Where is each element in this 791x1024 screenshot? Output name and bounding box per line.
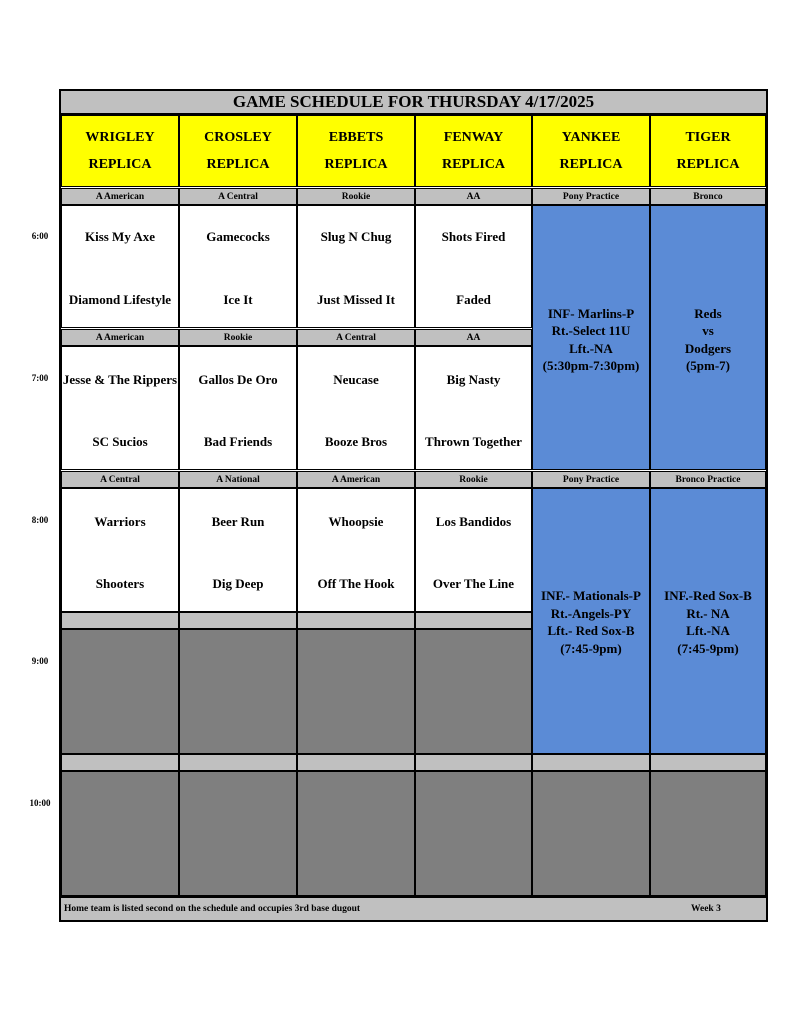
- away-team: Gallos De Oro: [198, 371, 278, 387]
- empty-slot: [532, 771, 650, 896]
- game-cell: [415, 488, 532, 612]
- field-name: FENWAY: [443, 130, 504, 145]
- field-name: TIGER: [685, 130, 731, 145]
- field-sub: REPLICA: [676, 157, 740, 172]
- division-label: A Central: [61, 471, 179, 488]
- field-header-ebbets: [297, 115, 415, 187]
- field-sub: REPLICA: [559, 157, 623, 172]
- time-label: 7:00: [31, 373, 49, 383]
- away-team: Whoopsie: [328, 513, 384, 529]
- home-team: Shooters: [95, 575, 145, 591]
- game-cell: [179, 205, 297, 328]
- home-team: Bad Friends: [203, 433, 273, 449]
- game-cell: [61, 488, 179, 612]
- empty-slot: [61, 771, 179, 896]
- field-sub: REPLICA: [324, 157, 388, 172]
- field-header-yankee: [532, 115, 650, 187]
- away-team: Gamecocks: [206, 228, 270, 244]
- footer-note: Home team is listed second on the schedule and occupies 3rd base dugout: [64, 904, 361, 914]
- field-header-crosley: [179, 115, 297, 187]
- field-header-wrigley: [61, 115, 179, 187]
- division-label-empty: [297, 612, 415, 629]
- empty-slot: [415, 629, 532, 754]
- home-team: Dig Deep: [212, 575, 264, 591]
- division-label-empty: [179, 612, 297, 629]
- field-sub: REPLICA: [206, 157, 270, 172]
- division-label: Pony Practice: [532, 188, 650, 205]
- division-label: A American: [297, 471, 415, 488]
- empty-slot: [415, 771, 532, 896]
- away-team: Jesse & The Rippers: [62, 371, 178, 387]
- field-sub: REPLICA: [88, 157, 152, 172]
- away-team: Los Bandidos: [435, 513, 512, 529]
- time-label: 8:00: [31, 515, 49, 525]
- page-title: GAME SCHEDULE FOR THURSDAY 4/17/2025: [59, 89, 768, 115]
- division-label-empty: [532, 754, 650, 771]
- empty-slot: [179, 771, 297, 896]
- game-cell: [297, 205, 415, 328]
- division-label-empty: [61, 754, 179, 771]
- division-label-empty: [415, 612, 532, 629]
- field-name: CROSLEY: [204, 130, 272, 145]
- game-cell: [61, 346, 179, 470]
- division-label-empty: [650, 754, 766, 771]
- practice-text: INF- Marlins-P Rt.-Select 11U Lft.-NA (5:30pm-7:30pm): [542, 305, 640, 373]
- division-label: Bronco: [650, 188, 766, 205]
- away-team: Kiss My Axe: [84, 228, 156, 244]
- practice-text: INF.- Mationals-P Rt.-Angels-PY Lft.- Red Sox-B (7:45-9pm): [541, 588, 641, 656]
- division-label-empty: [179, 754, 297, 771]
- home-team: Faded: [456, 291, 491, 307]
- game-cell: [297, 488, 415, 612]
- empty-slot: [179, 629, 297, 754]
- away-team: Shots Fired: [441, 228, 506, 244]
- away-team: Warriors: [94, 513, 146, 529]
- time-label: 9:00: [31, 656, 49, 666]
- game-cell: [179, 346, 297, 470]
- home-team: Diamond Lifestyle: [68, 291, 172, 307]
- division-label-empty: [297, 754, 415, 771]
- practice-text: Reds vs Dodgers (5pm-7): [684, 305, 732, 373]
- division-label: A American: [61, 329, 179, 346]
- empty-slot: [650, 771, 766, 896]
- field-sub: REPLICA: [441, 157, 505, 172]
- division-label-empty: [415, 754, 532, 771]
- empty-slot: [61, 629, 179, 754]
- division-label: AA: [415, 329, 532, 346]
- home-team: Thrown Together: [425, 433, 522, 449]
- division-label: A National: [179, 471, 297, 488]
- division-label: Pony Practice: [532, 471, 650, 488]
- field-name: WRIGLEY: [85, 130, 155, 145]
- home-team: SC Sucios: [92, 433, 148, 449]
- time-label: 6:00: [31, 231, 49, 241]
- division-label: A Central: [179, 188, 297, 205]
- home-team: Just Missed It: [316, 291, 395, 307]
- division-label: A Central: [297, 329, 415, 346]
- away-team: Neucase: [333, 371, 379, 387]
- division-label: Rookie: [179, 329, 297, 346]
- division-label-empty: [61, 612, 179, 629]
- division-label: AA: [415, 188, 532, 205]
- away-team: Slug N Chug: [320, 228, 392, 244]
- week-label: Week 3: [691, 904, 721, 914]
- field-header-tiger: [650, 115, 766, 187]
- game-cell: [179, 488, 297, 612]
- practice-block-yankee: [532, 488, 650, 754]
- home-team: Ice It: [223, 291, 253, 307]
- empty-slot: [297, 629, 415, 754]
- game-cell: [61, 205, 179, 328]
- away-team: Big Nasty: [446, 371, 501, 387]
- field-name: EBBETS: [328, 130, 384, 145]
- empty-slot: [297, 771, 415, 896]
- time-label: 10:00: [29, 798, 51, 808]
- game-cell: [297, 346, 415, 470]
- away-team: Beer Run: [211, 513, 265, 529]
- division-label: Rookie: [415, 471, 532, 488]
- division-label: Bronco Practice: [650, 471, 766, 488]
- practice-block-tiger: [650, 205, 766, 470]
- practice-block-yankee: [532, 205, 650, 470]
- field-header-fenway: [415, 115, 532, 187]
- game-cell: [415, 205, 532, 328]
- field-name: YANKEE: [561, 130, 621, 145]
- division-label: A American: [61, 188, 179, 205]
- practice-block-tiger: [650, 488, 766, 754]
- home-team: Off The Hook: [317, 575, 395, 591]
- home-team: Over The Line: [432, 575, 515, 591]
- division-label: Rookie: [297, 188, 415, 205]
- practice-text: INF.-Red Sox-B Rt.- NA Lft.-NA (7:45-9pm): [664, 588, 752, 656]
- footer: [59, 896, 768, 922]
- home-team: Booze Bros: [324, 433, 388, 449]
- game-cell: [415, 346, 532, 470]
